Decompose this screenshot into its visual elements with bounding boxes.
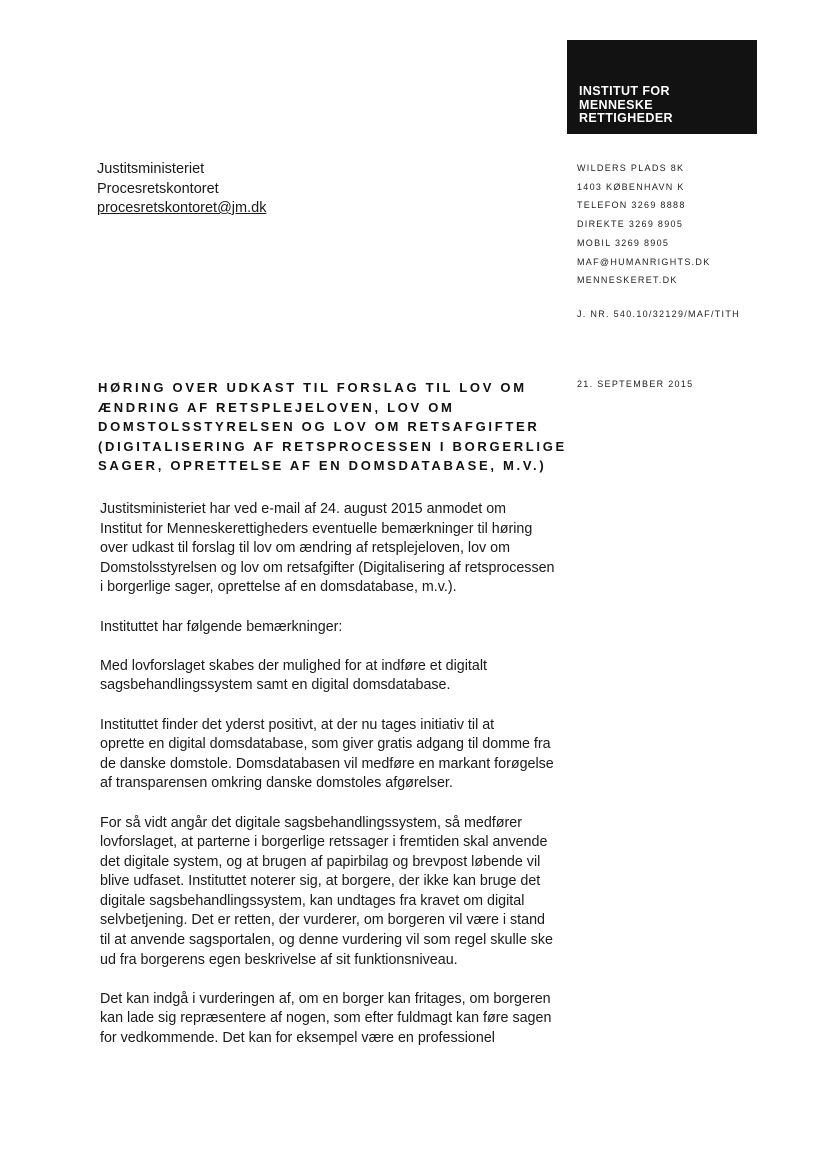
body-line: Instituttet har følgende bemærkninger: — [100, 618, 343, 635]
recipient-line-1: Justitsministeriet — [97, 161, 205, 177]
letter-body — [100, 500, 580, 1068]
body-line: over udkast til forslag til lov om ændring af retsplejeloven, lov om — [100, 540, 511, 557]
contact-web: MENNESKERET.DK — [577, 275, 678, 286]
body-line: ud fra borgerens egen beskrivelse af sit funktionsniveau. — [100, 951, 458, 968]
body-line: de danske domstole. Domsdatabasen vil medføre en markant forøgelse — [100, 755, 554, 772]
body-line: Med lovforslaget skabes der mulighed for at indføre et digitalt — [100, 657, 488, 674]
body-line: det digitale system, og at brugen af papirbilag og brevpost løbende vil — [100, 853, 541, 870]
body-line: for vedkommende. Det kan for eksempel være en professionel — [100, 1030, 495, 1047]
contact-city: 1403 KØBENHAVN K — [577, 181, 685, 192]
paragraph-remarks-intro — [100, 618, 580, 638]
body-line: til at anvende sagsportalen, og denne vurdering vil som regel skulle ske — [100, 932, 553, 949]
contact-mobile: MOBIL 3269 8905 — [577, 237, 670, 248]
institute-logo — [567, 40, 757, 134]
body-line: sagsbehandlingssystem samt en digital domsdatabase. — [100, 677, 451, 694]
body-line: Justitsministeriet har ved e-mail af 24. august 2015 anmodet om — [100, 501, 507, 517]
contact-block — [577, 159, 711, 290]
paragraph-domsdatabase — [100, 716, 580, 794]
body-line: af transparensen omkring danske domstoles afgørelser. — [100, 775, 453, 792]
body-line: kan lade sig repræsentere af nogen, som efter fuldmagt kan føre sagen — [100, 1010, 552, 1027]
paragraph-case-system — [100, 814, 580, 971]
letter-title — [98, 378, 568, 476]
title-line: SAGER, OPRETTELSE AF EN DOMSDATABASE, M.V.) — [98, 458, 547, 474]
paragraph-digital-system — [100, 657, 580, 696]
title-line: HØRING OVER UDKAST TIL FORSLAG TIL LOV OM — [98, 380, 527, 395]
body-line: For så vidt angår det digitale sagsbehandlingssystem, så medfører — [100, 814, 522, 831]
title-line: ÆNDRING AF RETSPLEJELOVEN, LOV OM — [98, 399, 455, 415]
paragraph-request — [100, 500, 580, 598]
body-line: i borgerlige sager, oprettelse af en domsdatabase, m.v.). — [100, 579, 457, 596]
body-line: Det kan indgå i vurderingen af, om en borger kan fritages, om borgeren — [100, 990, 551, 1007]
contact-email: MAF@HUMANRIGHTS.DK — [577, 256, 711, 267]
paragraph-representation — [100, 990, 580, 1049]
contact-phone: TELEFON 3269 8888 — [577, 200, 686, 211]
logo-line-1: INSTITUT FOR — [579, 84, 670, 98]
body-line: Instituttet finder det yderst positivt, at der nu tages initiativ til at — [100, 716, 495, 733]
journal-number: J. NR. 540.10/32129/MAF/TITH — [577, 309, 740, 319]
title-line: DOMSTOLSSTYRELSEN OG LOV OM RETSAFGIFTER — [98, 419, 540, 435]
body-line: lovforslaget, at parterne i borgerlige retssager i fremtiden skal anvende — [100, 834, 548, 851]
recipient-line-2: Procesretskontoret — [97, 180, 219, 197]
body-line: Domstolsstyrelsen og lov om retsafgifter (Digitalisering af retsprocessen — [100, 559, 555, 576]
logo-line-2: MENNESKE — [579, 97, 654, 112]
recipient-block — [97, 160, 266, 219]
letter-date: 21. SEPTEMBER 2015 — [577, 379, 694, 389]
contact-direct: DIREKTE 3269 8905 — [577, 219, 684, 230]
recipient-email-link[interactable]: procesretskontoret@jm.dk — [97, 200, 267, 216]
logo-line-3: RETTIGHEDER — [579, 111, 673, 125]
body-line: Institut for Menneskerettigheders eventuelle bemærkninger til høring — [100, 520, 533, 537]
body-line: selvbetjening. Det er retten, der vurderer, om borgeren vil være i stand — [100, 912, 546, 929]
body-line: oprette en digital domsdatabase, som giver gratis adgang til domme fra — [100, 736, 551, 753]
title-line: (DIGITALISERING AF RETSPROCESSEN I BORGERLIGE — [98, 438, 567, 454]
body-line: blive udfaset. Instituttet noterer sig, at borgere, der ikke kan bruge det — [100, 873, 541, 890]
contact-address: WILDERS PLADS 8K — [577, 163, 685, 173]
body-line: digitale sagsbehandlingssystem, kan undtages fra kravet om digital — [100, 892, 525, 909]
